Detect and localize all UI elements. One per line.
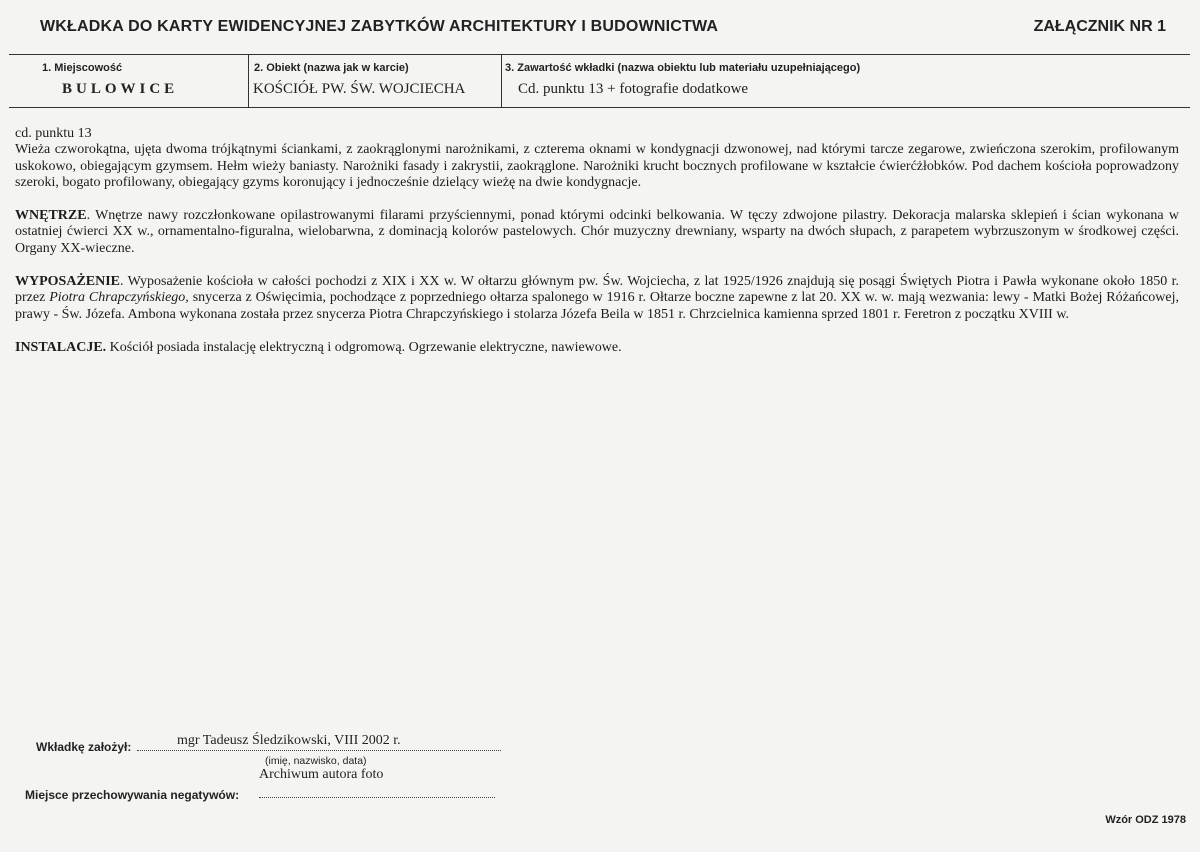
- storage-label: Miejsce przechowywania negatywów:: [25, 788, 240, 802]
- founder-hint: (imię, nazwisko, data): [265, 755, 367, 767]
- founder-dotted-line: [137, 750, 501, 751]
- founder-label: Wkładkę założył:: [36, 740, 132, 754]
- tower-text: Wieża czworokątna, ujęta dwoma trójkątnymi ściankami, z zaokrąglonymi narożnikami, z czterema oknami w kondygnacji dzwonowej, nad którymi tarcze zegarowe, zwieńczona szerokim, profilowanym uskokowo, obiegającym gzymsem. Hełm wieży baniasty. Narożniki fasady i zakrystii, zaokrąglone. Narożniki krucht bocznych profilowane w kształcie ćwierćżłobków. Pod dachem kościoła poprowadzony szeroki, bogato profilowany, obiegający gzyms koronujący i jednocześnie dzielący wieżę na dwie kondygnacje.: [15, 142, 1179, 190]
- equipment-paragraph: [15, 274, 1179, 323]
- founder-value: mgr Tadeusz Śledzikowski, VIII 2002 r.: [177, 733, 401, 748]
- equipment-text-b: snycerza z Oświęcimia, pochodzące z poprzedniego ołtarza spalonego w 1916 r. Ołtarze boczne zapewne z lat 20. XX w. w. mają wezwania: lewy - Matki Bożej Różańcowej, prawy - Św. Józefa. Ambona wykonana została przez snycerza Piotra Chrapczyńskiego i stolarza Józefa Beila w 1851 r. Chrzcielnica kamienna sprzed 1801 r. Feretron z początku XVIII w.: [15, 290, 1180, 322]
- tower-paragraph: [15, 126, 1179, 191]
- intro-line: cd. punktu 13: [15, 126, 92, 141]
- interior-text: . Wnętrze nawy rozczłonkowane opilastrowanymi filarami przyściennymi, ponad którymi odcinki belkowania. W tęczy zdwojone pilastry. Dekoracja malarska sklepień i ścian wykonana w ostatniej ćwierci XX w., ornamentalno-figuralna, wielobarwna, z dominacją kolorów pastelowych. Chór muzyczny drewniany, wsparty na dwóch słupach, z parapetem wybrzuszonym w środkowej części. Organy XX-wieczne.: [15, 208, 1179, 256]
- interior-heading: WNĘTRZE: [15, 208, 87, 224]
- interior-paragraph: [15, 208, 1179, 257]
- annex-number: ZAŁĄCZNIK NR 1: [1033, 18, 1166, 35]
- equipment-text-a: . Wyposażenie kościoła w całości pochodzi z XIX i XX w. W ołtarzu głównym pw. Św. Wojciecha, z lat 1925/1926 znajdują się posągi Świętych Piotra i Pawła wykonane około 1850 r. przez: [15, 274, 1179, 306]
- table-divider-2: [501, 55, 502, 108]
- installations-text: Kościół posiada instalację elektryczną i odgromową. Ogrzewanie elektryczne, nawiewowe.: [106, 339, 622, 355]
- locality-label: 1. Miejscowość: [42, 62, 123, 74]
- equipment-italic: Piotra Chrapczyńskiego,: [49, 290, 189, 306]
- pattern-code: Wzór ODZ 1978: [1105, 814, 1186, 826]
- storage-dotted-line: [259, 797, 495, 798]
- contents-value: Cd. punktu 13 + fotografie dodatkowe: [518, 81, 749, 97]
- table-bottom-border: [9, 107, 1190, 108]
- form-title: WKŁADKA DO KARTY EWIDENCYJNEJ ZABYTKÓW ARCHITEKTURY I BUDOWNICTWA: [40, 18, 719, 35]
- equipment-heading: WYPOSAŻENIE: [15, 274, 121, 290]
- object-value: KOŚCIÓŁ PW. ŚW. WOJCIECHA: [253, 81, 466, 97]
- installations-heading: INSTALACJE.: [15, 339, 107, 355]
- locality-value: BULOWICE: [62, 81, 179, 97]
- description-body: [15, 126, 1179, 373]
- table-top-border: [9, 54, 1190, 55]
- contents-label: 3. Zawartość wkładki (nazwa obiektu lub materiału uzupełniającego): [505, 62, 861, 74]
- storage-value: Archiwum autora foto: [259, 767, 384, 782]
- object-label: 2. Obiekt (nazwa jak w karcie): [254, 62, 409, 74]
- installations-paragraph: [15, 340, 1179, 356]
- table-divider-1: [248, 55, 249, 108]
